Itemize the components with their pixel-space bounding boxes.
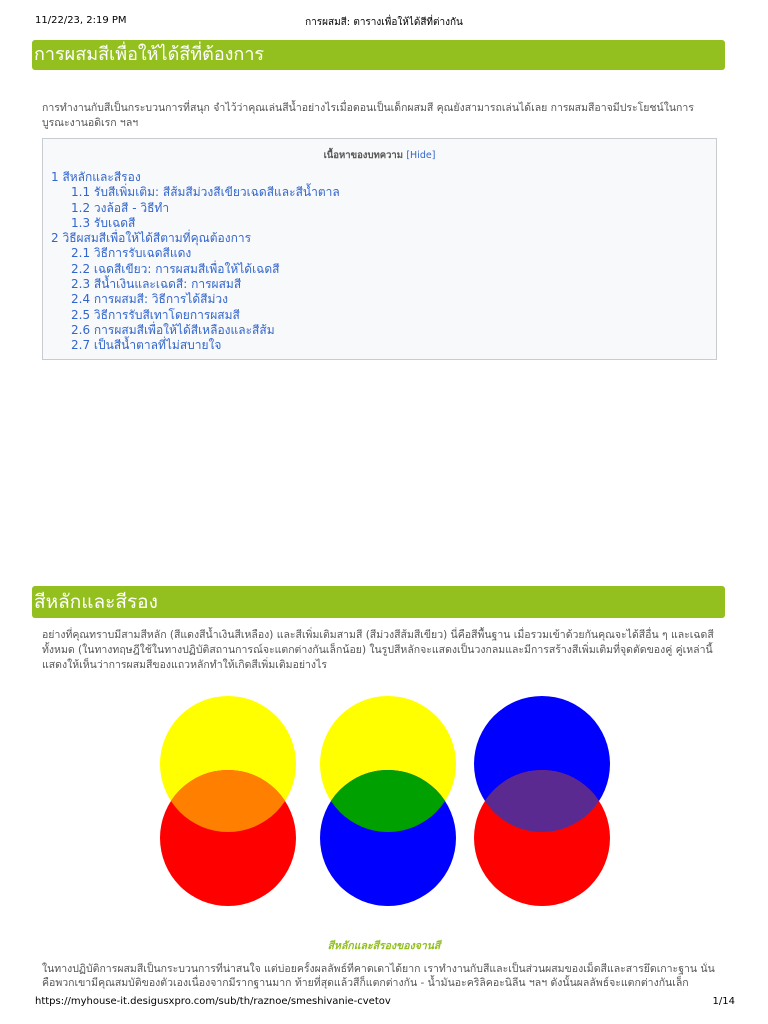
toc-item[interactable]: 2.3 สีน้ำเงินและเฉดสี: การผสมสี bbox=[71, 277, 242, 292]
section-heading: สีหลักและสีรอง bbox=[32, 586, 725, 618]
toc-item[interactable]: 2.4 การผสมสี: วิธีการได้สีม่วง bbox=[71, 292, 228, 307]
toc-item[interactable]: 1.2 วงล้อสี - วิธีทำ bbox=[71, 200, 170, 215]
body-paragraph: ในทางปฏิบัติการผสมสีเป็นกระบวนการที่น่าสนใจ แต่บ่อยครั้งผลลัพธ์ที่คาดเดาได้ยาก เราทำงานกับสีและเป็นส่วนผสมของเม็ดสีและสารยึดเกาะฐาน นั่นคือพวกเขามีคุณสมบัติของตัวเองเนื่องจากมีรากฐานมาก ท้ายที่สุดแล้วสีก็แตกต่างกัน - น้ำมันอะคริลิคอะนิลีน ฯลฯ ดังนั้นผลลัพธ์จะแตกต่างกันเล็ก bbox=[42, 963, 715, 989]
figure-caption: สีหลักและสีรองของจานสี bbox=[327, 940, 441, 952]
print-page-title: การผสมสี: ตารางเพื่อให้ได้สีที่ต่างกัน bbox=[305, 17, 463, 28]
print-timestamp: 11/22/23, 2:19 PM bbox=[35, 15, 127, 26]
print-footer bbox=[0, 996, 768, 1012]
toc-item[interactable]: 2 วิธีผสมสีเพื่อให้ได้สีตามที่คุณต้องการ bbox=[51, 231, 252, 246]
toc-item[interactable]: 2.1 วิธีการรับเฉดสีแดง bbox=[71, 246, 192, 261]
toc-item[interactable]: 1.1 รับสีเพิ่มเติม: สีส้มสีม่วงสีเขียวเฉดสีและสีน้ำตาล bbox=[71, 185, 340, 200]
page-number: 1/14 bbox=[712, 996, 735, 1007]
toc-item[interactable]: 2.7 เป็นสีน้ำตาลที่ไม่สบายใจ bbox=[71, 338, 222, 353]
toc-list bbox=[51, 170, 340, 354]
print-header bbox=[0, 15, 768, 31]
color-mixing-figure bbox=[160, 694, 615, 906]
print-url: https://myhouse-it.desigusxpro.com/sub/th/raznoe/smeshivanie-cvetov bbox=[35, 996, 391, 1007]
intro-paragraph: การทำงานกับสีเป็นกระบวนการที่สนุก จำไว้ว่าคุณเล่นสีน้ำอย่างไรเมื่อตอนเป็นเด็กผสมสี คุณยังสามารถเล่นได้เลย การผสมสีอาจมีประโยชน์ในการบูรณะงานอดิเรก ฯลฯ bbox=[42, 102, 694, 129]
page-title: การผสมสีเพื่อให้ได้สีที่ต้องการ bbox=[32, 40, 725, 70]
toc-item[interactable]: 2.6 การผสมสีเพื่อให้ได้สีเหลืองและสีส้ม bbox=[71, 322, 275, 337]
toc-hide-link[interactable]: [Hide] bbox=[406, 150, 436, 161]
toc-item[interactable]: 1 สีหลักและสีรอง bbox=[51, 170, 141, 184]
toc-title-text: เนื้อหาของบทความ bbox=[323, 150, 404, 161]
toc-title bbox=[43, 148, 716, 163]
table-of-contents bbox=[42, 138, 717, 360]
section-paragraph: อย่างที่คุณทราบมีสามสีหลัก (สีแดงสีน้ำเงินสีเหลือง) และสีเพิ่มเติมสามสี (สีม่วงสีส้มสีเขียว) นี่คือสีพื้นฐาน เมื่อรวมเข้าด้วยกันคุณจะได้สีอื่น ๆ และเฉดสีทั้งหมด (ในทางทฤษฎีใช้ในทางปฏิบัติสถานการณ์จะแตกต่างกันเล็กน้อย) ในรูปสีหลักจะแสดงเป็นวงกลมและมีการสร้างสีเพิ่มเติมที่จุดตัดของคู่ คู่เหล่านี้แสดงให้เห็นว่าการผสมสีของแถวหลักทำให้เกิดสีเพิ่มเติมอย่างไร bbox=[42, 629, 714, 671]
toc-item[interactable]: 2.2 เฉดสีเขียว: การผสมสีเพื่อให้ได้เฉดสี bbox=[71, 261, 280, 276]
toc-item[interactable]: 1.3 รับเฉดสี bbox=[71, 215, 136, 230]
toc-item[interactable]: 2.5 วิธีการรับสีเทาโดยการผสมสี bbox=[71, 307, 240, 322]
